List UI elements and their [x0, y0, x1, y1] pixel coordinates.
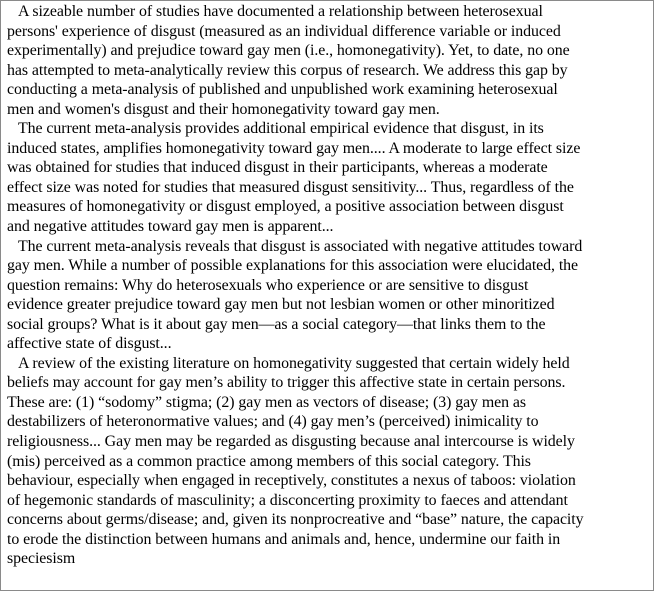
- text-line: to erode the distinction between humans and animals and, hence, undermine our faith in: [7, 530, 561, 548]
- text-line: induced states, amplifies homonegativity toward gay men.... A moderate to large effect size: [7, 139, 581, 157]
- text-line: affective state of disgust...: [7, 335, 172, 353]
- text-line: men and women's disgust and their homonegativity toward gay men.: [7, 100, 440, 118]
- text-line: These are: (1) “sodomy” stigma; (2) gay men as vectors of disease; (3) gay men as: [7, 393, 526, 411]
- text-line: and negative attitudes toward gay men is apparent...: [7, 218, 334, 236]
- text-line: destabilizers of heteronormative values; and (4) gay men’s (perceived) inimicality to: [7, 413, 539, 431]
- text-line: The current meta-analysis provides additional empirical evidence that disgust, in its: [18, 120, 544, 138]
- paragraph-3: [7, 237, 654, 354]
- text-line: A review of the existing literature on homonegativity suggested that certain widely held: [18, 354, 570, 372]
- text-line: religiousness... Gay men may be regarded as disgusting because anal intercourse is widely: [7, 433, 575, 451]
- text-line: effect size was noted for studies that measured disgust sensitivity... Thus, regardless of the: [7, 178, 574, 196]
- paragraph-4: [7, 354, 654, 569]
- text-line: behaviour, especially when engaged in receptively, constitutes a nexus of taboos: violation: [7, 472, 576, 490]
- text-line: speciesism: [7, 550, 76, 568]
- text-line: (mis) perceived as a common practice among members of this social category. This: [7, 452, 531, 470]
- text-line: beliefs may account for gay men’s ability to trigger this affective state in certain persons.: [7, 374, 566, 392]
- text-line: gay men. While a number of possible explanations for this association were elucidated, the: [7, 257, 579, 275]
- document-body: [7, 2, 654, 569]
- text-line: A sizeable number of studies have documented a relationship between heterosexual: [18, 3, 543, 20]
- text-line: concerns about germs/disease; and, given its nonprocreative and “base” nature, the capacity: [7, 511, 584, 529]
- text-line: was obtained for studies that induced disgust in their participants, whereas a moderate: [7, 159, 548, 177]
- text-line: persons' experience of disgust (measured as an individual difference variable or induced: [7, 22, 561, 40]
- text-line: question remains: Why do heterosexuals who experience or are sensitive to disgust: [7, 276, 529, 294]
- text-line: conducting a meta-analysis of published and unpublished work examining heterosexual: [7, 81, 558, 99]
- text-line: evidence greater prejudice toward gay men but not lesbian women or other minoritized: [7, 296, 555, 314]
- paragraph-2: [7, 119, 654, 236]
- text-line: The current meta-analysis reveals that disgust is associated with negative attitudes toward: [18, 237, 583, 255]
- text-line: measures of homonegativity or disgust employed, a positive association between disgust: [7, 198, 564, 216]
- text-line: experimentally) and prejudice toward gay men (i.e., homonegativity). Yet, to date, no one: [7, 42, 570, 60]
- text-line: of hegemonic standards of masculinity; a disconcerting proximity to faeces and attendant: [7, 491, 568, 509]
- text-line: social groups? What is it about gay men—as a social category—that links them to the: [7, 315, 546, 333]
- paragraph-1: [7, 2, 654, 119]
- text-line: has attempted to meta-analytically review this corpus of research. We address this gap by: [7, 61, 568, 79]
